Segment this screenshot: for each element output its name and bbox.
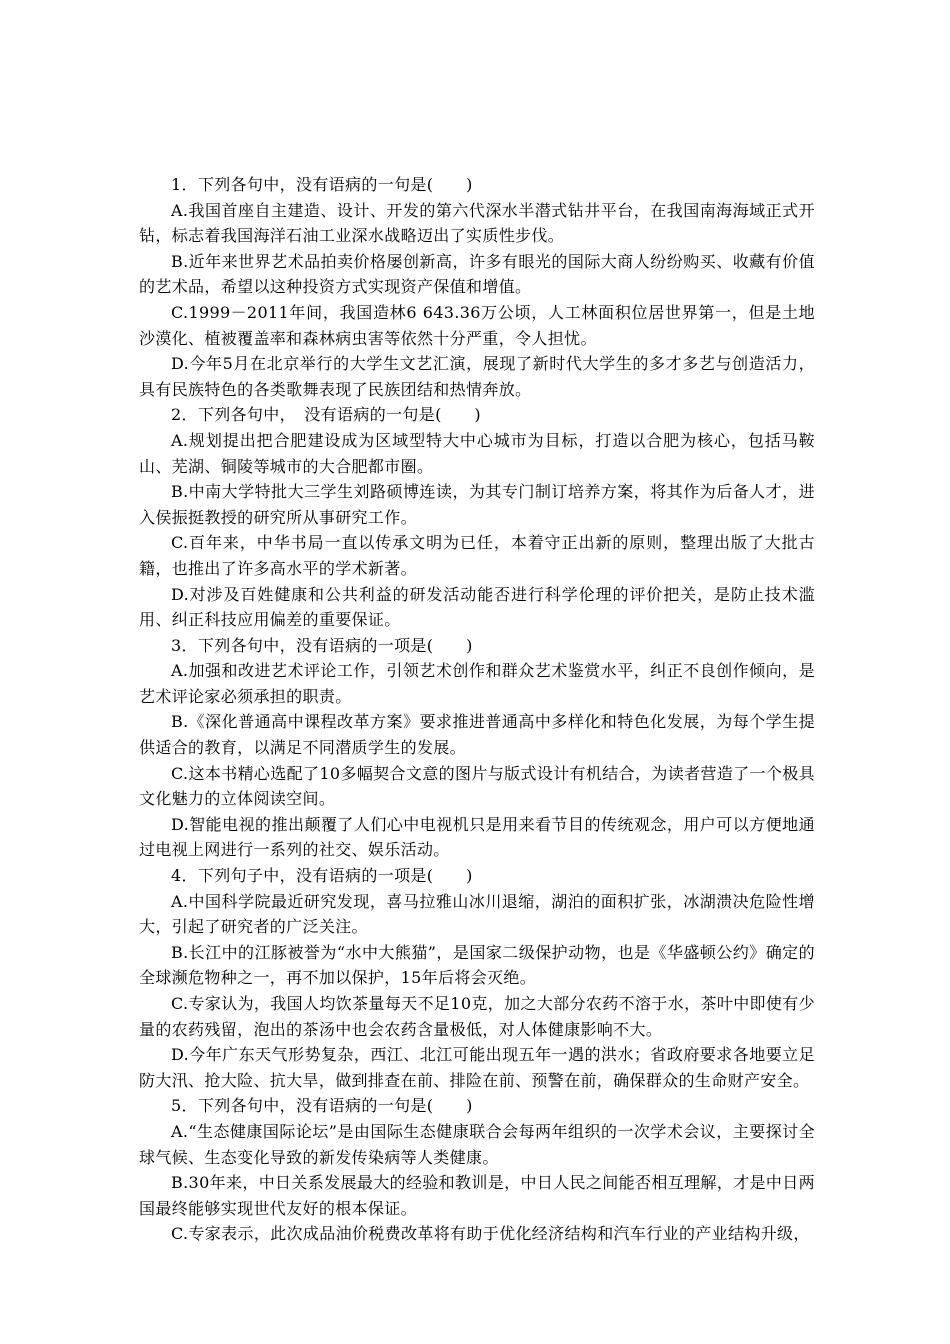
option-c: C.1999－2011年间，我国造林6 643.36万公顷，人工林面积位居世界第一，但是土地沙漠化、植被覆盖率和森林病虫害等依然十分严重，令人担忧。 — [139, 302, 815, 348]
question-2 — [139, 402, 815, 632]
option-b: B.30年来，中日关系发展最大的经验和教训是，中日人民之间能否相互理解，才是中日两国最终能够实现世代友好的根本保证。 — [139, 1173, 815, 1218]
option-b: B.《深化普通高中课程改革方案》要求推进普通高中多样化和特色化发展，为每个学生提供适合的教育，以满足不同潜质学生的发展。 — [139, 712, 815, 758]
option-d: D.智能电视的推出颠覆了人们心中电视机只是用来看节目的传统观念，用户可以方便地通过电视上网进行一系列的社交、娱乐活动。 — [139, 814, 815, 860]
option-c: C.百年来，中华书局一直以传承文明为已任，本着守正出新的原则，整理出版了大批古籍，也推出了许多高水平的学术新著。 — [139, 533, 815, 578]
question-stem: 4．下列句子中，没有语病的一项是( ) — [171, 866, 473, 886]
question-stem: 2．下列各句中， 没有语病的一句是( ) — [171, 405, 482, 425]
option-b: B.中南大学特批大三学生刘路硕博连读，为其专门制订培养方案，将其作为后备人才，进入侯振挺教授的研究所从事研究工作。 — [139, 482, 815, 527]
option-a: A.中国科学院最近研究发现，喜马拉雅山冰川退缩，湖泊的面积扩张，冰湖溃决危险性增大，引起了研究者的广泛关注。 — [139, 891, 815, 937]
option-a: A.规划提出把合肥建设成为区域型特大中心城市为目标，打造以合肥为核心，包括马鞍山、芜湖、铜陵等城市的大合肥都市圈。 — [139, 430, 815, 476]
question-5 — [139, 1093, 815, 1247]
option-a: A.我国首座自主建造、设计、开发的第六代深水半潜式钻井平台，在我国南海海域正式开钻，标志着我国海洋石油工业深水战略迈出了实质性步伐。 — [139, 200, 815, 246]
question-4 — [139, 863, 815, 1093]
option-b: B.近年来世界艺术品拍卖价格屡创新高，许多有眼光的国际大商人纷纷购买、收藏有价值的艺术品，希望以这种投资方式实现资产保值和增值。 — [139, 251, 815, 297]
document-page — [139, 172, 815, 1247]
option-c: C.专家认为，我国人均饮茶量每天不足10克，加之大部分农药不溶于水，茶叶中即使有少量的农药残留，泡出的茶汤中也会农药含量极低，对人体健康影响不大。 — [139, 994, 815, 1039]
option-c: C.这本书精心选配了10多幅契合文意的图片与版式设计有机结合，为读者营造了一个极具文化魅力的立体阅读空间。 — [139, 763, 815, 809]
option-a: A.“生态健康国际论坛”是由国际生态健康联合会每两年组织的一次学术会议，主要探讨全球气候、生态变化导致的新发传染病等人类健康。 — [139, 1121, 815, 1167]
question-1 — [139, 172, 815, 402]
option-a: A.加强和改进艺术评论工作，引领艺术创作和群众艺术鉴赏水平，纠正不良创作倾向，是艺术评论家必须承担的职责。 — [139, 661, 815, 706]
question-stem: 3．下列各句中，没有语病的一项是( ) — [171, 635, 473, 655]
question-3 — [139, 633, 815, 863]
option-c: C.专家表示，此次成品油价税费改革将有助于优化经济结构和汽车行业的产业结构升级， — [171, 1224, 810, 1244]
option-b: B.长江中的江豚被誉为“水中大熊猫”，是国家二级保护动物，也是《华盛顿公约》确定的全球濒危物种之一，再不加以保护，15年后将会灭绝。 — [139, 942, 815, 988]
option-d: D.今年广东天气形势复杂，西江、北江可能出现五年一遇的洪水；省政府要求各地要立足防大汛、抢大险、抗大旱，做到排查在前、排险在前、预警在前，确保群众的生命财产安全。 — [139, 1045, 815, 1090]
option-d: D.对涉及百姓健康和公共利益的研发活动能否进行科学伦理的评价把关，是防止技术滥用、纠正科技应用偏差的重要保证。 — [139, 584, 815, 630]
question-stem: 1．下列各句中，没有语病的一句是( ) — [171, 175, 473, 194]
option-d: D.今年5月在北京举行的大学生文艺汇演，展现了新时代大学生的多才多艺与创造活力，具有民族特色的各类歌舞表现了民族团结和热情奔放。 — [139, 354, 815, 399]
question-stem: 5．下列各句中，没有语病的一句是( ) — [171, 1096, 473, 1116]
